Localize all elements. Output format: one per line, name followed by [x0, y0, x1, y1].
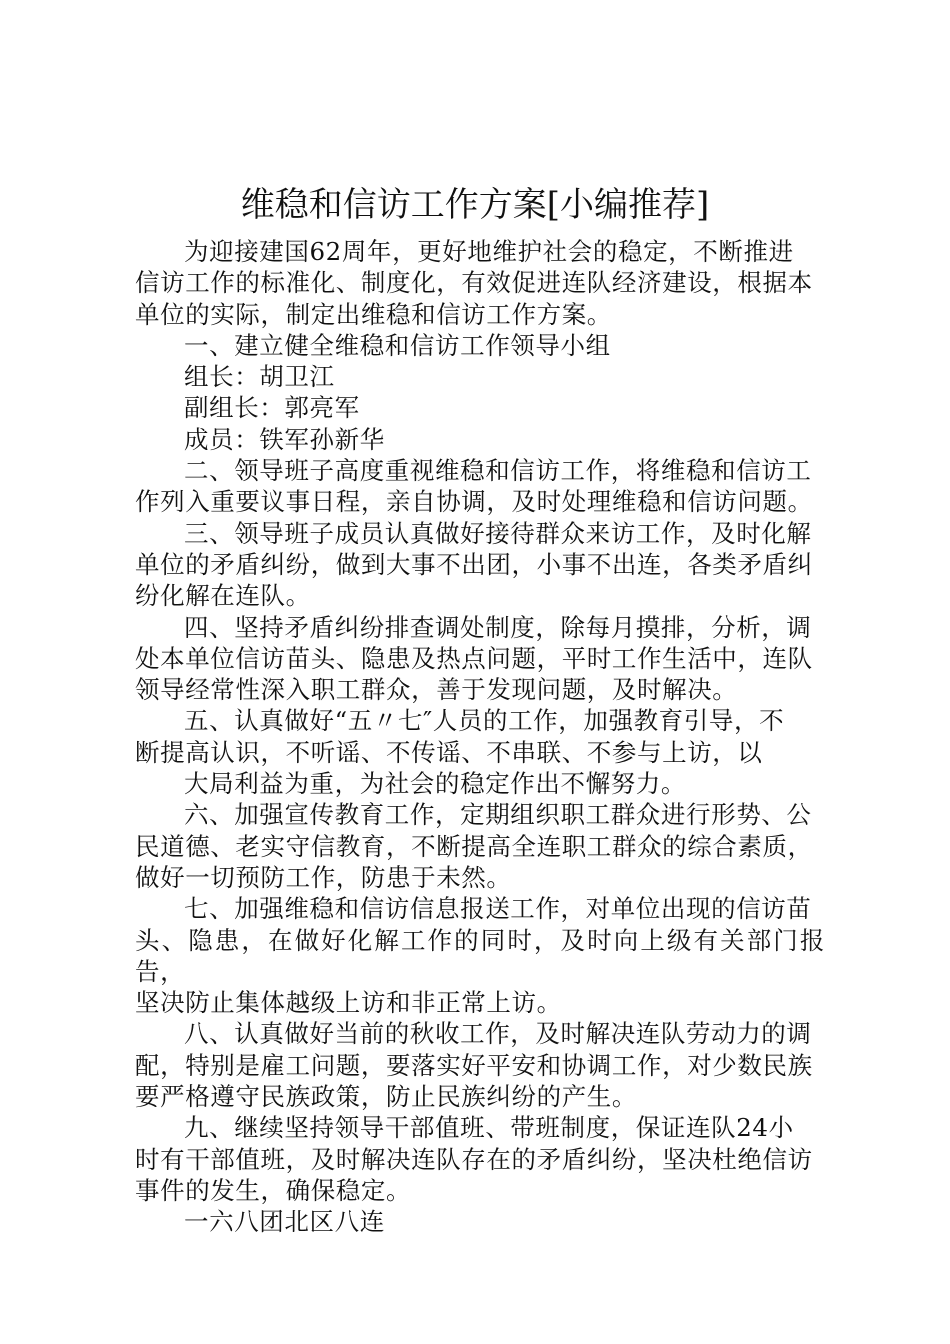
- paragraph-line: 五、认真做好“五〃七″人员的工作，加强教育引导，不: [184, 706, 785, 736]
- paragraph-line: 组长：胡卫江: [184, 362, 335, 392]
- paragraph-line: 要严格遵守民族政策，防止民族纠纷的产生。: [135, 1082, 637, 1112]
- paragraph-line: 八、认真做好当前的秋收工作，及时解决连队劳动力的调: [184, 1019, 812, 1049]
- paragraph: [135, 424, 825, 455]
- paragraph-line: 单位的矛盾纠纷，做到大事不出团，小事不出连，各类矛盾纠: [135, 549, 813, 579]
- paragraph-line: 七、加强维稳和信访信息报送工作，对单位出现的信访苗: [184, 894, 812, 924]
- paragraph-line: 处本单位信访苗头、隐患及热点问题，平时工作生活中，连队: [135, 643, 813, 673]
- paragraph-line: 坚决防止集体越级上访和非正常上访。: [135, 988, 562, 1018]
- paragraph: [135, 799, 825, 893]
- paragraph: [135, 330, 825, 361]
- paragraph-line: 一、建立健全维稳和信访工作领导小组: [184, 330, 611, 360]
- paragraph-line: 六、加强宣传教育工作，定期组织职工群众进行形势、公: [184, 800, 812, 830]
- paragraph: [135, 768, 825, 799]
- paragraph-line: 时有干部值班，及时解决连队存在的矛盾纠纷，坚决杜绝信访: [135, 1144, 813, 1174]
- paragraph-line: 九、继续坚持领导干部值班、带班制度，保证连队24小: [184, 1113, 794, 1143]
- paragraph: [135, 392, 825, 423]
- paragraph: [135, 612, 825, 706]
- paragraph-line: 民道德、老实守信教育，不断提高全连职工群众的综合素质，: [135, 831, 813, 861]
- paragraph: [135, 518, 825, 612]
- paragraph-line: 单位的实际，制定出维稳和信访工作方案。: [135, 299, 612, 329]
- paragraph: [135, 361, 825, 392]
- paragraph-line: 为迎接建国62周年，更好地维护社会的稳定，不断推进: [184, 237, 794, 266]
- paragraph-line: 四、坚持矛盾纠纷排查调处制度，除每月摸排，分析，调: [184, 612, 812, 642]
- paragraph-line: 作列入重要议事日程，亲自协调，及时处理维稳和信访问题。: [135, 487, 813, 517]
- paragraph: [135, 1206, 825, 1237]
- paragraph-line: 做好一切预防工作，防患于未然。: [135, 862, 512, 892]
- paragraph: [135, 1112, 825, 1206]
- paragraph-line: 纷化解在连队。: [135, 581, 311, 611]
- paragraph: [135, 893, 825, 1018]
- paragraph: [135, 455, 825, 518]
- paragraph-line: 头、隐患，在做好化解工作的同时，及时向上级有关部门报告，: [135, 925, 825, 986]
- paragraph-line: 配，特别是雇工问题，要落实好平安和协调工作，对少数民族: [135, 1050, 813, 1080]
- paragraph-line: 二、领导班子高度重视维稳和信访工作，将维稳和信访工: [184, 456, 812, 486]
- paragraph: [135, 705, 825, 768]
- paragraph: [135, 1018, 825, 1112]
- paragraph-line: 三、领导班子成员认真做好接待群众来访工作，及时化解: [184, 518, 812, 548]
- paragraph-line: 领导经常性深入职工群众，善于发现问题，及时解决。: [135, 675, 738, 705]
- paragraph-line: 成员：铁军孙新华: [184, 424, 385, 454]
- paragraph-line: 断提高认识，不听谣、不传谣、不串联、不参与上访，以: [135, 737, 763, 767]
- paragraph: [135, 236, 825, 330]
- paragraph-line: 信访工作的标准化、制度化，有效促进连队经济建设，根据本: [135, 268, 813, 298]
- paragraph-line: 一六八团北区八连: [184, 1207, 385, 1237]
- paragraph-line: 大局利益为重，为社会的稳定作出不懈努力。: [184, 769, 686, 799]
- document-title: 维稳和信访工作方案[小编推荐]: [240, 185, 710, 225]
- paragraph-line: 副组长：郭亮军: [184, 393, 360, 423]
- document-body: [135, 236, 825, 1238]
- paragraph-line: 事件的发生，确保稳定。: [135, 1175, 412, 1205]
